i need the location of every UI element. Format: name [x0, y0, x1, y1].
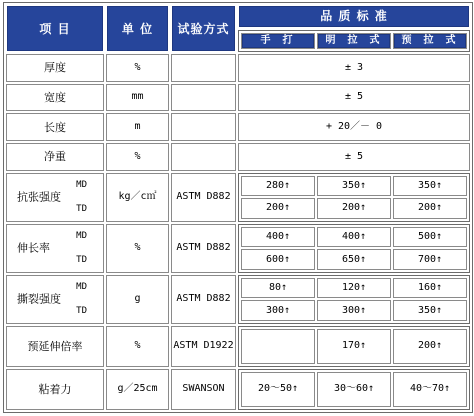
- quality-spec-table: [3, 2, 473, 413]
- md-label: MD: [76, 230, 87, 241]
- header-unit: 单 位: [106, 5, 169, 52]
- td-clear-value: 650↑: [317, 249, 391, 270]
- item-name: 厚度: [6, 54, 104, 82]
- header-sub-table: [239, 31, 469, 52]
- values-grid: [239, 370, 469, 409]
- td-pre-value: 200↑: [393, 198, 467, 219]
- item-cell: [6, 173, 104, 222]
- unit-value: %: [106, 143, 169, 171]
- row-tensile-strength: [6, 173, 470, 222]
- md-label: MD: [76, 179, 87, 190]
- pre-value: 40～70↑: [393, 372, 467, 407]
- standard-value: + 20／－ 0: [238, 113, 470, 141]
- item-name: 撕裂强度: [17, 292, 61, 306]
- item-name: 伸长率: [17, 241, 50, 255]
- row-adhesion: [6, 369, 470, 410]
- method-value: [171, 113, 236, 141]
- unit-value: %: [106, 224, 169, 273]
- md-clear-value: 120↑: [317, 278, 391, 299]
- values-grid: [239, 174, 469, 221]
- clear-value: 170↑: [317, 329, 391, 364]
- row-length: [6, 113, 470, 141]
- method-value: ASTM D882: [171, 275, 236, 324]
- row-net-weight: [6, 143, 470, 171]
- md-pre-value: 350↑: [393, 176, 467, 197]
- hand-value: [241, 329, 315, 364]
- header-test-method: 试验方式: [171, 5, 236, 52]
- md-clear-value: 400↑: [317, 227, 391, 248]
- row-tear-strength: [6, 275, 470, 324]
- pre-value: 200↑: [393, 329, 467, 364]
- item-name: 长度: [6, 113, 104, 141]
- method-value: SWANSON: [171, 369, 236, 410]
- unit-value: mm: [106, 84, 169, 112]
- clear-value: 30～60↑: [317, 372, 391, 407]
- values-cell: [238, 326, 470, 367]
- td-label: TD: [76, 306, 87, 317]
- method-value: [171, 143, 236, 171]
- unit-value: g／25cm: [106, 369, 169, 410]
- method-value: [171, 84, 236, 112]
- item-name: 粘着力: [6, 369, 104, 410]
- td-hand-value: 200↑: [241, 198, 315, 219]
- standard-value: ± 5: [238, 84, 470, 112]
- td-pre-value: 350↑: [393, 300, 467, 321]
- header-sub-cell: [238, 30, 470, 53]
- item-name: 净重: [6, 143, 104, 171]
- values-cell: [238, 224, 470, 273]
- td-pre-value: 700↑: [393, 249, 467, 270]
- item-name: 预延伸倍率: [6, 326, 104, 367]
- md-label: MD: [76, 281, 87, 292]
- standard-value: ± 5: [238, 143, 470, 171]
- values-grid: [239, 276, 469, 323]
- row-elongation: [6, 224, 470, 273]
- standard-value: ± 3: [238, 54, 470, 82]
- td-clear-value: 300↑: [317, 300, 391, 321]
- method-value: [171, 54, 236, 82]
- method-value: ASTM D882: [171, 224, 236, 273]
- unit-value: g: [106, 275, 169, 324]
- header-pre-stretch: 预 拉 式: [393, 33, 467, 50]
- item-name: 宽度: [6, 84, 104, 112]
- td-clear-value: 200↑: [317, 198, 391, 219]
- md-hand-value: 280↑: [241, 176, 315, 197]
- unit-value: m: [106, 113, 169, 141]
- header-item: 项 目: [6, 5, 104, 52]
- header-hand-type: 手 打: [241, 33, 315, 50]
- item-name: 抗张强度: [17, 190, 61, 204]
- item-cell: [6, 275, 104, 324]
- unit-value: %: [106, 54, 169, 82]
- md-clear-value: 350↑: [317, 176, 391, 197]
- header-clear-stretch: 明 拉 式: [317, 33, 391, 50]
- td-hand-value: 600↑: [241, 249, 315, 270]
- unit-value: kg／c㎡: [106, 173, 169, 222]
- hand-value: 20～50↑: [241, 372, 315, 407]
- td-label: TD: [76, 203, 87, 214]
- row-thickness: [6, 54, 470, 82]
- md-pre-value: 500↑: [393, 227, 467, 248]
- values-grid: [239, 327, 469, 366]
- md-hand-value: 80↑: [241, 278, 315, 299]
- item-cell: [6, 224, 104, 273]
- td-hand-value: 300↑: [241, 300, 315, 321]
- values-grid: [239, 225, 469, 272]
- method-value: ASTM D1922: [171, 326, 236, 367]
- header-quality-standard: 品 质 标 准: [238, 5, 470, 28]
- md-hand-value: 400↑: [241, 227, 315, 248]
- unit-value: %: [106, 326, 169, 367]
- values-cell: [238, 369, 470, 410]
- row-prestretch-ratio: [6, 326, 470, 367]
- md-pre-value: 160↑: [393, 278, 467, 299]
- td-label: TD: [76, 254, 87, 265]
- values-cell: [238, 173, 470, 222]
- values-cell: [238, 275, 470, 324]
- row-width: [6, 84, 470, 112]
- method-value: ASTM D882: [171, 173, 236, 222]
